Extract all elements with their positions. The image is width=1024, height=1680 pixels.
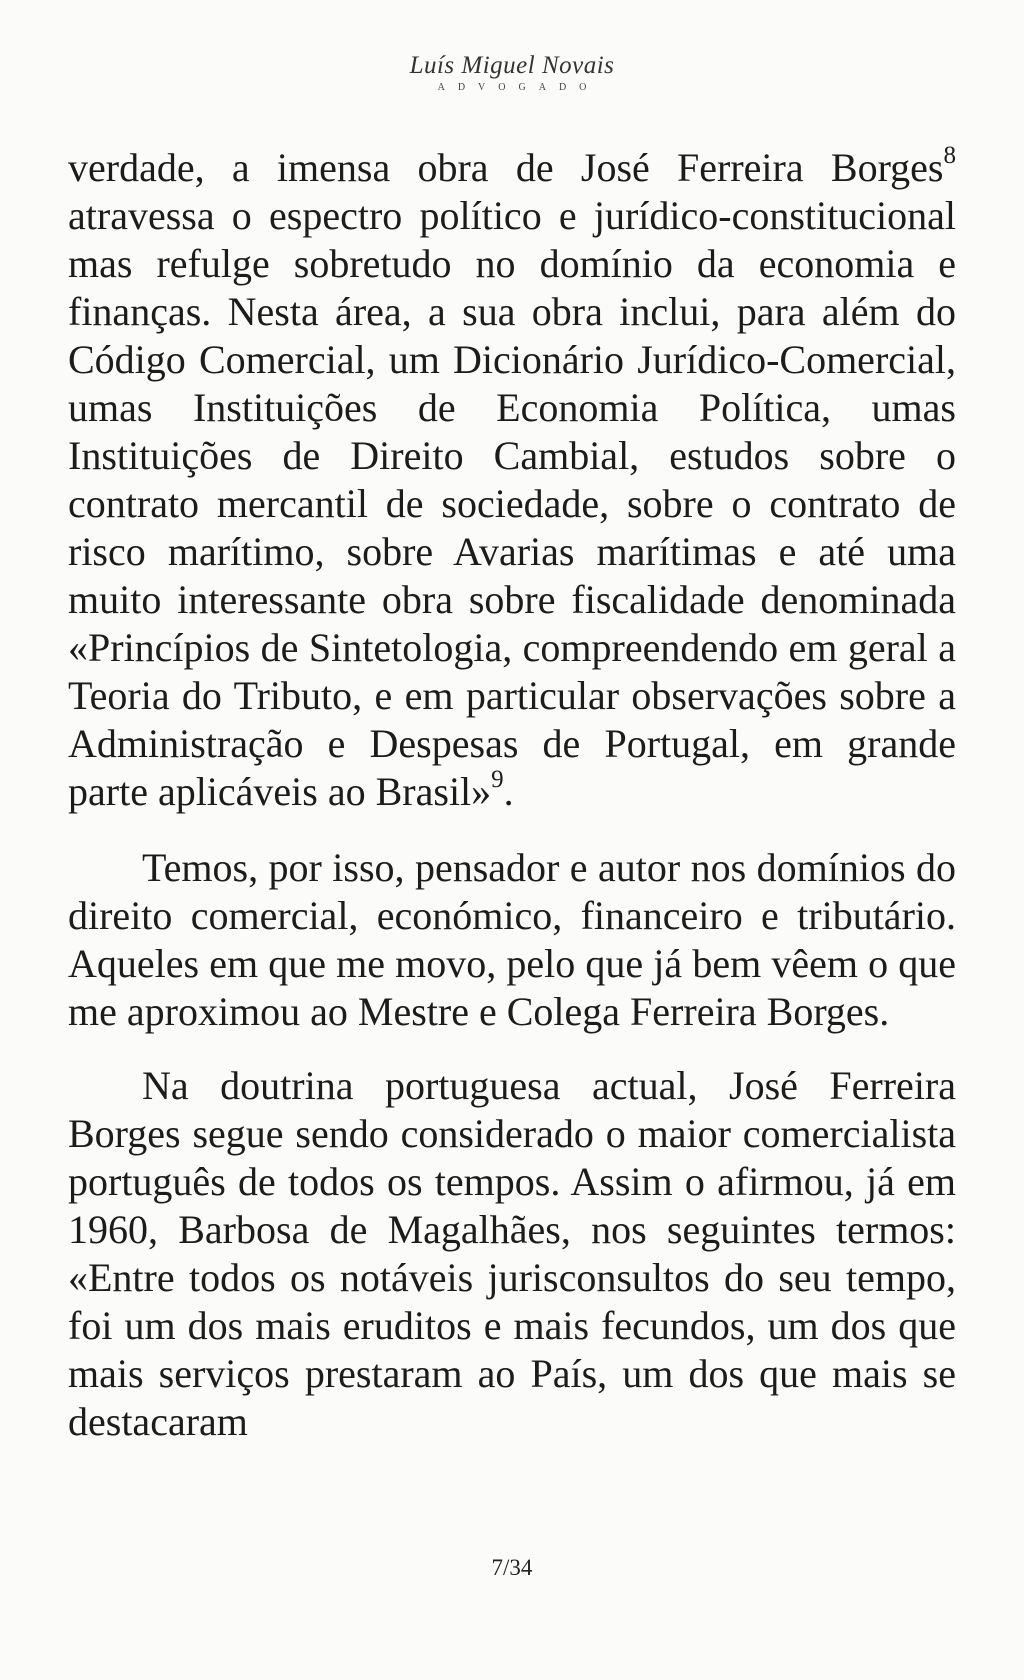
- paragraph-3: Na doutrina portuguesa actual, José Ferreira Borges segue sendo considerado o maior comercialista português de todos os tempos. Assim o afirmou, já em 1960, Barbosa de Magalhães, nos seguintes termos: «Entre todos os notáveis jurisconsultos do seu tempo, foi um dos mais eruditos e mais fecundos, um dos que mais serviços prestaram ao País, um dos que mais se destacaram: [68, 1063, 956, 1444]
- paragraph-1-end: .: [503, 769, 514, 814]
- author-name: Luís Miguel Novais: [409, 52, 615, 79]
- paragraph-1-text: verdade, a imensa obra de José Ferreira Borges: [68, 145, 944, 190]
- paragraph-1: [68, 141, 956, 816]
- page-number: 7/34: [491, 1555, 533, 1580]
- paragraph-1-text-cont: atravessa o espectro político e jurídico-constitucional mas refulge sobretudo no domínio da economia e finanças. Nesta área, a sua obra inclui, para além do Código Comercial, um Dicionário Jurídico-Comercial, umas Instituições de Economia Política, umas Instituições de Direito Cambial, estudos sobre o contrato mercantil de sociedade, sobre o contrato de risco marítimo, sobre Avarias marítimas e até uma muito interessante obra sobre fiscalidade denominada «Princípios de Sintetologia, compreendendo em geral a Teoria do Tributo, e em particular observações sobre a Administração e Despesas de Portugal, em grande parte aplicáveis ao Brasil»: [68, 193, 956, 814]
- paragraph-2: Temos, por isso, pensador e autor nos domínios do direito comercial, económico, financeiro e tributário. Aqueles em que me movo, pelo que já bem vêem o que me aproximou ao Mestre e Colega Ferreira Borges.: [68, 845, 956, 1034]
- body-text: [68, 141, 956, 1446]
- footnote-ref-9: 9: [491, 765, 504, 793]
- letterhead: [0, 52, 1024, 94]
- author-role: ADVOGADO: [437, 82, 600, 93]
- footnote-ref-8: 8: [943, 141, 956, 169]
